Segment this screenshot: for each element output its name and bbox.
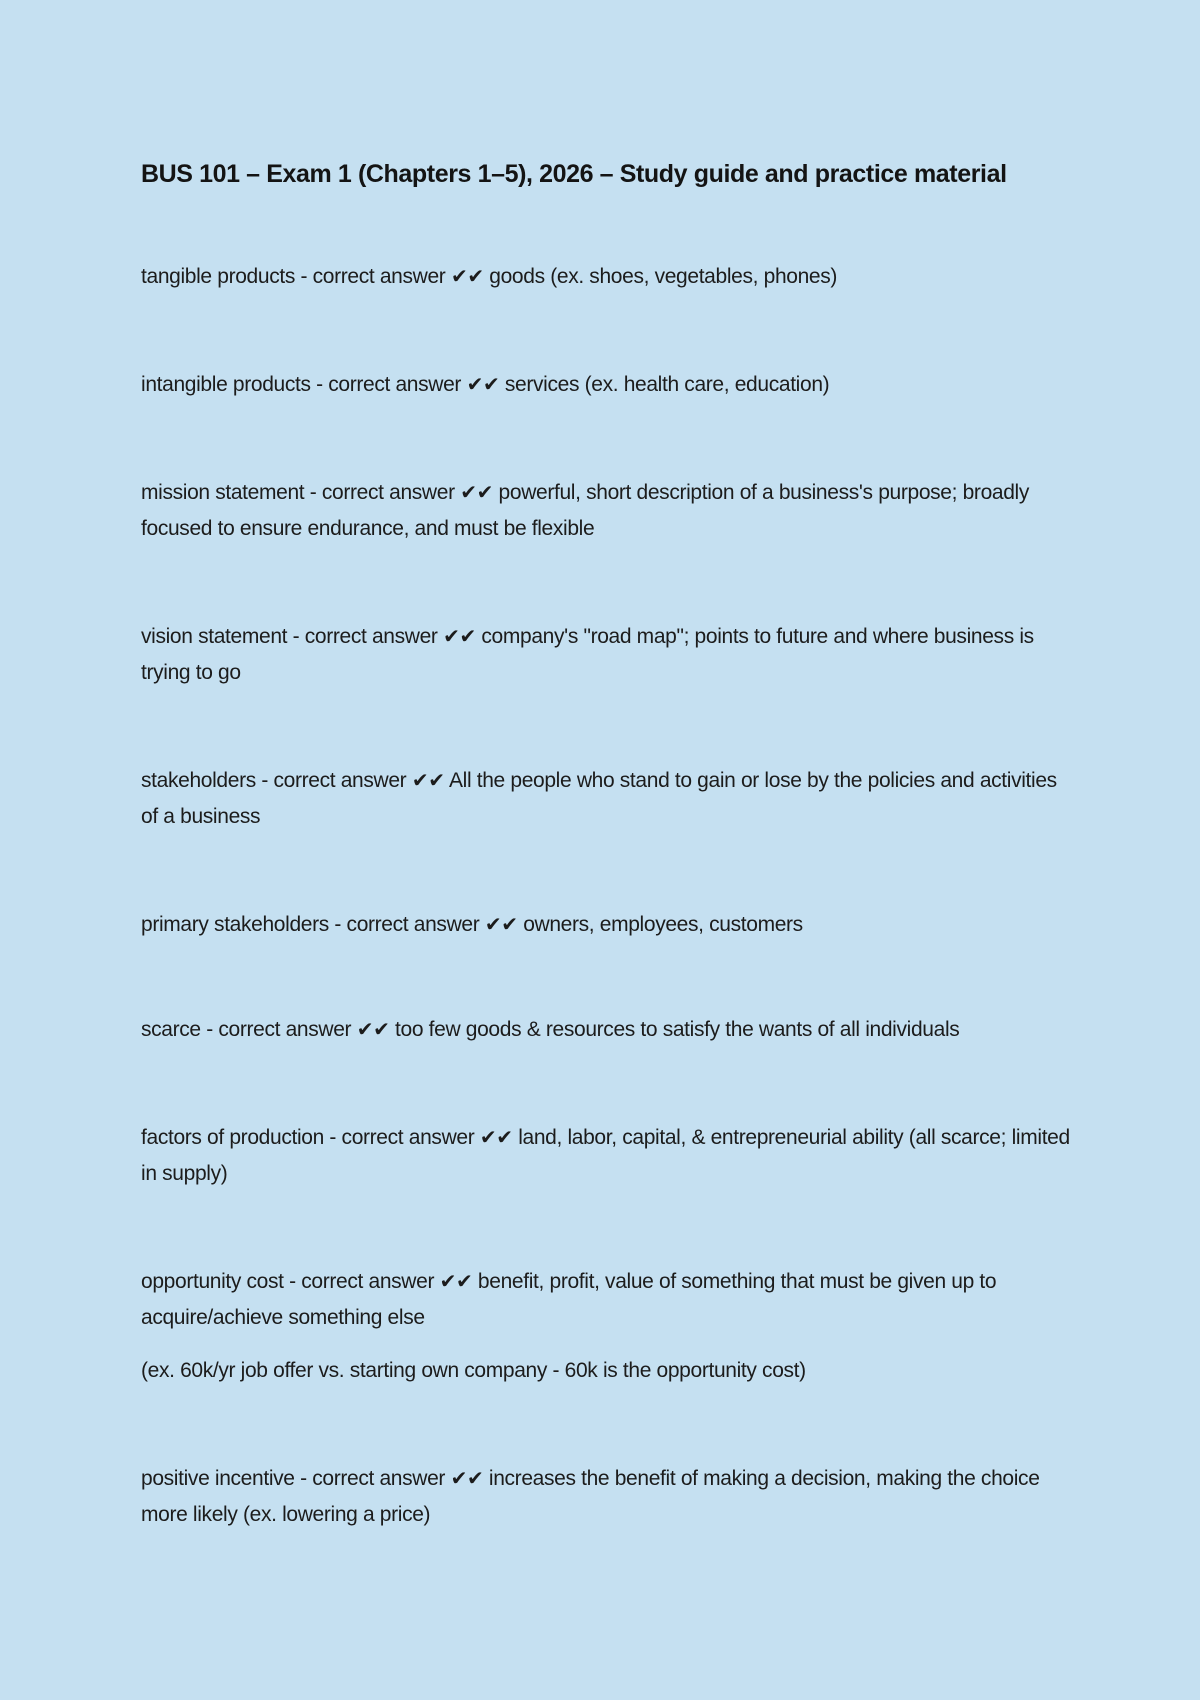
answer-label: correct answer: [304, 625, 438, 648]
entry-intangible-products: intangible products - correct answer ✔✔ services (ex. health care, education): [141, 372, 830, 396]
entry-definition: company's "road map"; points to future and where business is trying to go: [141, 625, 1034, 684]
check-marks-icon: ✔✔: [411, 768, 445, 792]
entry-stakeholders: stakeholders - correct answer ✔✔ All the people who stand to gain or lose by the policies and activities of a business: [141, 768, 1057, 828]
answer-label: correct answer: [273, 769, 407, 792]
entry-term: stakeholders: [141, 769, 256, 792]
answer-label: correct answer: [328, 373, 462, 396]
check-marks-icon: ✔✔: [450, 264, 484, 288]
entry-primary-stakeholders: primary stakeholders - correct answer ✔✔ owners, employees, customers: [141, 912, 803, 936]
entry-definition: too few goods & resources to satisfy the wants of all individuals: [395, 1018, 960, 1041]
entry-term: intangible products: [141, 373, 311, 396]
entry-definition: All the people who stand to gain or lose by the policies and activities of a business: [141, 769, 1057, 828]
answer-label: correct answer: [218, 1018, 352, 1041]
entry-term: opportunity cost: [141, 1270, 284, 1293]
entry-definition: benefit, profit, value of something that must be given up to acquire/achieve something else: [141, 1270, 997, 1329]
answer-label: correct answer: [346, 913, 480, 936]
entry-definition: increases the benefit of making a decision, making the choice more likely (ex. lowering a price): [141, 1467, 1040, 1526]
answer-label: correct answer: [312, 1467, 446, 1490]
document-title: BUS 101 – Exam 1 (Chapters 1–5), 2026 – Study guide and practice material: [141, 160, 1007, 188]
check-marks-icon: ✔✔: [356, 1017, 390, 1041]
answer-label: correct answer: [301, 1270, 435, 1293]
entry-term: factors of production: [141, 1126, 324, 1149]
entry-scarce: scarce - correct answer ✔✔ too few goods & resources to satisfy the wants of all individuals: [141, 1017, 960, 1041]
entry-term: mission statement: [141, 481, 305, 504]
entry-term: positive incentive: [141, 1467, 295, 1490]
entry-definition: services (ex. health care, education): [504, 373, 830, 396]
entry-vision-statement: vision statement - correct answer ✔✔ company's "road map"; points to future and where business is trying to go: [141, 624, 1034, 684]
entry-term: primary stakeholders: [141, 913, 329, 936]
entry-positive-incentive: positive incentive - correct answer ✔✔ increases the benefit of making a decision, making the choice more likely (ex. lowering a price): [141, 1466, 1040, 1526]
answer-label: correct answer: [341, 1126, 475, 1149]
check-marks-icon: ✔✔: [443, 624, 476, 648]
entry-term: vision statement: [141, 625, 288, 648]
check-marks-icon: ✔✔: [484, 912, 518, 936]
entry-definition: goods (ex. shoes, vegetables, phones): [489, 265, 838, 288]
check-marks-icon: ✔✔: [460, 480, 494, 504]
entry-definition: land, labor, capital, & entrepreneurial ability (all scarce; limited in supply): [141, 1126, 1070, 1185]
entry-term: scarce: [141, 1018, 201, 1041]
document-page: [141, 154, 1071, 1533]
entry-term: tangible products: [141, 265, 295, 288]
check-marks-icon: ✔✔: [450, 1466, 484, 1490]
check-marks-icon: ✔✔: [466, 372, 500, 396]
entry-opportunity-cost-example: (ex. 60k/yr job offer vs. starting own company - 60k is the opportunity cost): [141, 1359, 806, 1382]
entry-factors-of-production: factors of production - correct answer ✔✔ land, labor, capital, & entrepreneurial ability (all scarce; limited in supply): [141, 1125, 1070, 1185]
answer-label: correct answer: [321, 481, 455, 504]
check-marks-icon: ✔✔: [439, 1269, 473, 1293]
entry-opportunity-cost: opportunity cost - correct answer ✔✔ benefit, profit, value of something that must be given up to acquire/achieve something else: [141, 1269, 997, 1329]
answer-label: correct answer: [312, 265, 446, 288]
entry-definition: powerful, short description of a business's purpose; broadly focused to ensure endurance, and must be flexible: [141, 481, 1030, 540]
entry-tangible-products: tangible products - correct answer ✔✔ goods (ex. shoes, vegetables, phones): [141, 264, 838, 288]
entry-mission-statement: mission statement - correct answer ✔✔ powerful, short description of a business's purpose; broadly focused to ensure endurance, and must be flexible: [141, 480, 1030, 540]
check-marks-icon: ✔✔: [479, 1125, 513, 1149]
entry-definition: owners, employees, customers: [523, 913, 803, 936]
